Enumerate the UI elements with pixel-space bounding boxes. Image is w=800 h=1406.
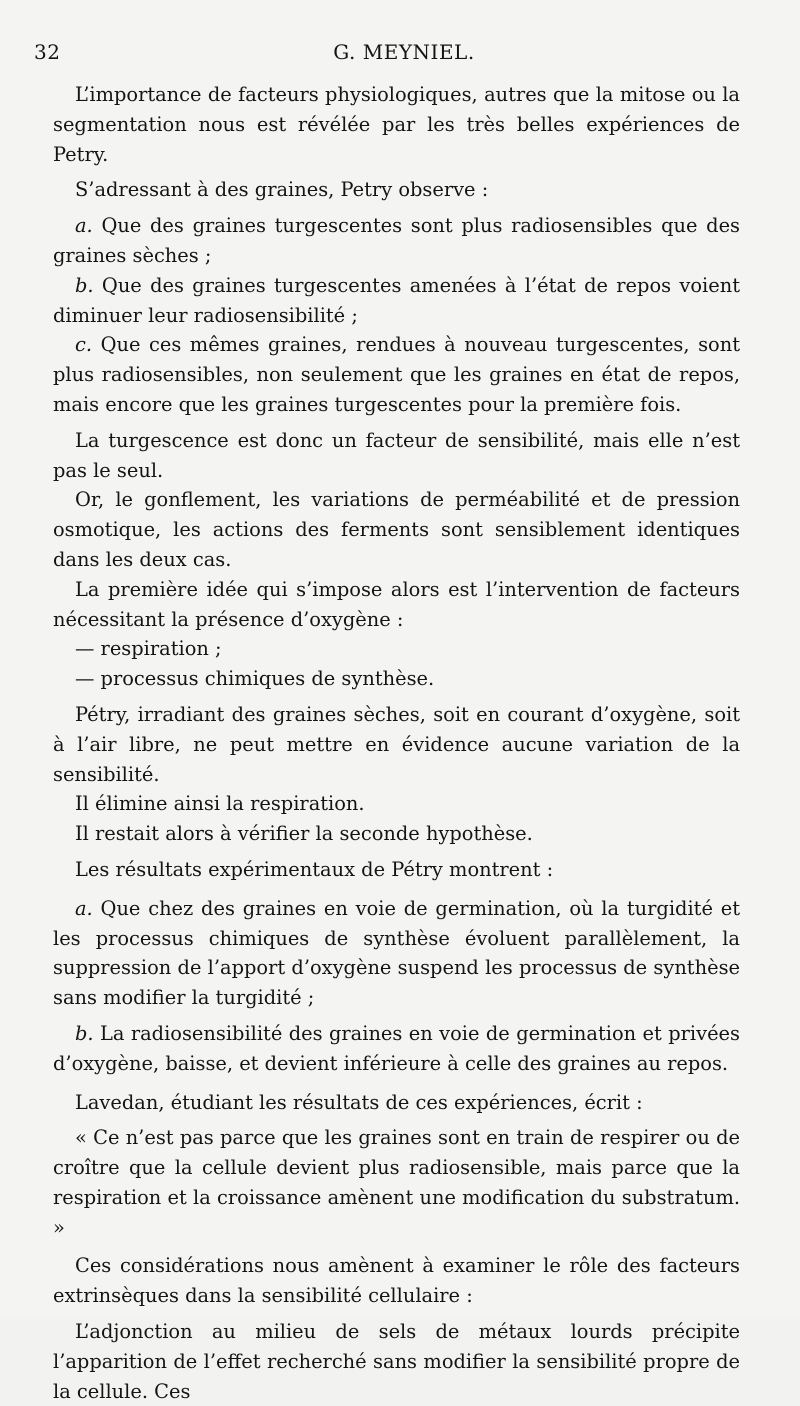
list-item: b. Que des graines turgescentes amenées à l’état de repos voient diminuer leur radiosensibilité ; xyxy=(53,273,740,327)
quotation: « Ce n’est pas parce que les graines sont en train de respirer ou de croître que la cellule devient plus radiosensible, mais parce que la respiration et la croissance amènent une modification du substratum. » xyxy=(53,1126,740,1239)
list-item: a. Que chez des graines en voie de germination, où la turgidité et les processus chimiques de synthèse évoluent parallèlement, la suppression de l’apport d’oxygène suspend les processus de synthèse sans modifier la turgidité ; xyxy=(53,896,740,1010)
list-label: a. xyxy=(75,896,93,920)
body-text xyxy=(53,80,740,1406)
paragraph: Il élimine ainsi la respiration. xyxy=(75,792,365,816)
paragraph: Lavedan, étudiant les résultats de ces expériences, écrit : xyxy=(75,1090,643,1114)
paragraph: Or, le gonflement, les variations de perméabilité et de pression osmotique, les actions des ferments sont sensiblement identiques dans les deux cas. xyxy=(53,488,740,571)
list-item: b. La radiosensibilité des graines en voie de germination et privées d’oxygène, baisse, et devient inférieure à celle des graines au repos. xyxy=(53,1021,740,1075)
list-label: a. xyxy=(75,214,93,238)
list-label: b. xyxy=(75,1021,94,1045)
dash-item: — processus chimiques de synthèse. xyxy=(75,667,435,691)
paragraph: L’importance de facteurs physiologiques, autres que la mitose ou la segmentation nous est révélée par les très belles expériences de Petry. xyxy=(53,83,740,166)
paragraph: S’adressant à des graines, Petry observe : xyxy=(75,178,489,202)
list-label: b. xyxy=(75,273,94,297)
list-label: c. xyxy=(75,333,93,357)
running-header xyxy=(34,40,774,70)
dash-item: — respiration ; xyxy=(75,637,222,661)
running-title: G. MEYNIEL. xyxy=(333,40,475,64)
list-item: a. Que des graines turgescentes sont plus radiosensibles que des graines sèches ; xyxy=(53,214,740,267)
paragraph: La première idée qui s’impose alors est l’intervention de facteurs nécessitant la présence d’oxygène : xyxy=(53,577,740,631)
paragraph: Ces considérations nous amènent à examiner le rôle des facteurs extrinsèques dans la sensibilité cellulaire : xyxy=(53,1254,740,1308)
paragraph: Les résultats expérimentaux de Pétry montrent : xyxy=(75,857,554,881)
page-number: 32 xyxy=(34,40,61,64)
paragraph: Pétry, irradiant des graines sèches, soit en courant d’oxygène, soit à l’air libre, ne peut mettre en évidence aucune variation de la sensibilité. xyxy=(53,702,740,786)
paragraph: La turgescence est donc un facteur de sensibilité, mais elle n’est pas le seul. xyxy=(53,428,740,482)
list-item: c. Que ces mêmes graines, rendues à nouveau turgescentes, sont plus radiosensibles, non seulement que les graines en état de repos, mais encore que les graines turgescentes pour la première fois. xyxy=(53,333,740,416)
paragraph: Il restait alors à vérifier la seconde hypothèse. xyxy=(75,822,533,846)
paragraph: L’adjonction au milieu de sels de métaux lourds précipite l’apparition de l’effet recherché sans modifier la sensibilité propre de la cellule. Ces xyxy=(53,1320,740,1403)
